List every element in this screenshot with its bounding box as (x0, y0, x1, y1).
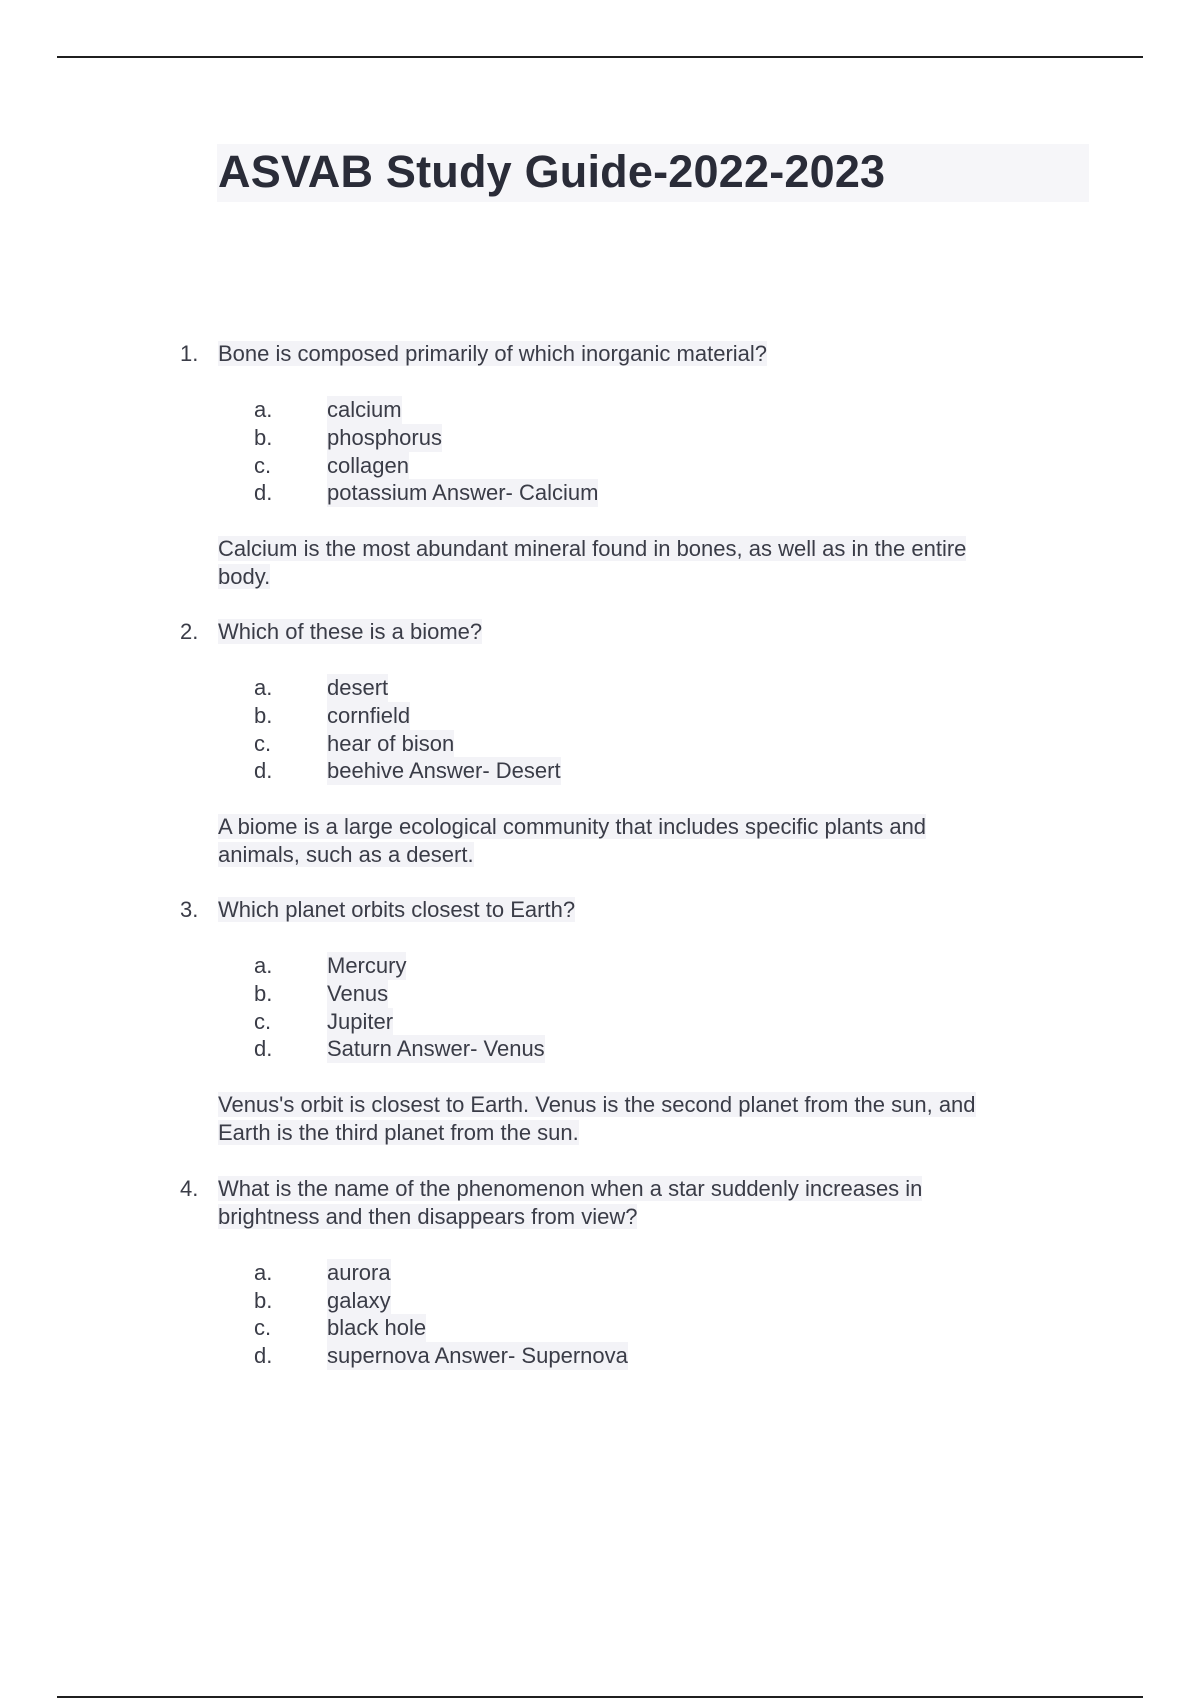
choice-text: collagen (327, 453, 409, 478)
explanation (218, 1091, 1068, 1147)
choice-letter: b. (254, 703, 273, 728)
explanation-line: Venus's orbit is closest to Earth. Venus is the second planet from the sun, and (218, 1092, 976, 1117)
choice-letter: a. (254, 675, 273, 700)
choice-text: aurora (327, 1260, 391, 1285)
explanation-line: Calcium is the most abundant mineral found in bones, as well as in the entire (218, 536, 967, 561)
choice-text: black hole (327, 1315, 427, 1340)
choice-letter: b. (254, 981, 273, 1006)
choice-text: Jupiter (327, 1009, 394, 1034)
explanation (218, 535, 1068, 591)
top-rule (57, 56, 1143, 58)
choice-text: Venus (327, 981, 389, 1006)
choice-letter: d. (254, 1343, 273, 1368)
explanation-line: body. (218, 564, 271, 589)
choice-letter: c. (254, 1315, 272, 1340)
choice-text: calcium (327, 397, 402, 422)
choice-letter: c. (254, 453, 272, 478)
question-text: Bone is composed primarily of which inorganic material? (218, 341, 768, 366)
choice-text: desert (327, 675, 389, 700)
explanation-line: Earth is the third planet from the sun. (218, 1120, 579, 1145)
bottom-rule (57, 1696, 1143, 1698)
question-text (218, 1175, 1058, 1231)
question-number: 3. (180, 897, 199, 922)
question-text-line: brightness and then disappears from view? (218, 1204, 638, 1229)
choice-letter: b. (254, 1288, 273, 1313)
choice-text: Mercury (327, 953, 407, 978)
choice-letter: c. (254, 731, 272, 756)
choice-letter: d. (254, 480, 273, 505)
choice-letter: b. (254, 425, 273, 450)
choice-letter: d. (254, 758, 273, 783)
choice-text: hear of bison (327, 731, 455, 756)
choice-letter: c. (254, 1009, 272, 1034)
choice-letter: d. (254, 1036, 273, 1061)
choice-text: potassium Answer- Calcium (327, 480, 599, 505)
choice-text: Saturn Answer- Venus (327, 1036, 545, 1061)
page-title: ASVAB Study Guide-2022-2023 (218, 146, 886, 197)
question-text: Which planet orbits closest to Earth? (218, 897, 576, 922)
choice-text: beehive Answer- Desert (327, 758, 561, 783)
question-text: Which of these is a biome? (218, 619, 483, 644)
explanation (218, 813, 1068, 869)
choice-text: phosphorus (327, 425, 442, 450)
choice-text: galaxy (327, 1288, 391, 1313)
explanation-line: animals, such as a desert. (218, 842, 474, 867)
choice-letter: a. (254, 397, 273, 422)
question-number: 4. (180, 1176, 199, 1201)
choice-text: supernova Answer- Supernova (327, 1343, 628, 1368)
choice-letter: a. (254, 953, 273, 978)
question-text-line: What is the name of the phenomenon when a star suddenly increases in (218, 1176, 923, 1201)
choice-letter: a. (254, 1260, 273, 1285)
question-number: 2. (180, 619, 199, 644)
choice-text: cornfield (327, 703, 411, 728)
explanation-line: A biome is a large ecological community that includes specific plants and (218, 814, 927, 839)
question-number: 1. (180, 341, 199, 366)
